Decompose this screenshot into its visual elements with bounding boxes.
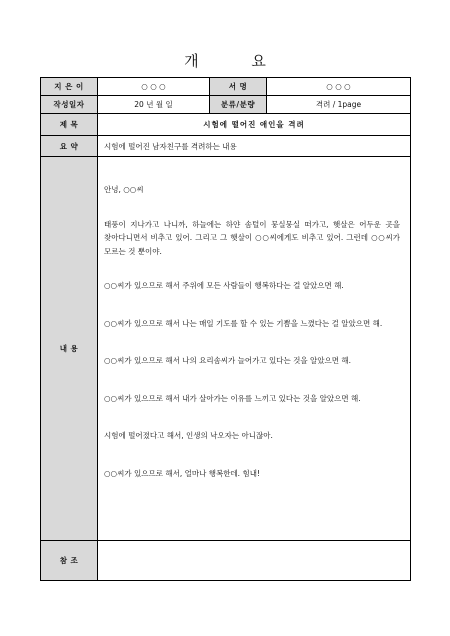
content-paragraph: 안녕, ○○씨 (104, 185, 144, 194)
date-row (41, 96, 411, 114)
category-value: 격려 / 1page (267, 96, 411, 114)
summary-form (40, 77, 411, 581)
content-paragraph: 시험에 떨어졌다고 해서, 인생의 낙오자는 아니잖아. (104, 431, 273, 440)
type-value: ○ ○ ○ (267, 78, 411, 96)
date-value: 20 년 월 일 (98, 96, 210, 114)
content-paragraph: ○○씨가 있으므로 해서 나의 요리솜씨가 늘어가고 있다는 것을 알았으면 해. (104, 356, 352, 365)
category-label: 분류/분량 (210, 96, 267, 114)
content-row (41, 157, 411, 541)
subject-row (41, 114, 411, 136)
content-paragraph: ○○씨가 있으므로 해서, 얼마나 행복한데. 힘내! (104, 468, 260, 478)
reference-row (41, 541, 411, 581)
subject-label: 제 목 (41, 114, 98, 136)
content-label: 내 용 (41, 157, 98, 541)
content-body (98, 157, 411, 541)
summary-label: 요 약 (41, 136, 98, 157)
author-label: 지 은 이 (41, 78, 98, 96)
content-paragraph: ○○씨가 있으므로 해서 주위에 모든 사람들이 행복하다는 걸 알았으면 해. (104, 281, 344, 290)
content-paragraph: 태풍이 지나가고 나니까, 하늘에는 하얀 솜털이 뭉실뭉실 떠가고, 햇살은 어두운 곳을 찾아다니면서 비추고 있어. 그리고 그 햇살이 ○○씨에게도 비추고 있어. 그런데 ○○씨가 모르는 것 뿐이야. (104, 219, 400, 256)
document-title: 개 요 (184, 52, 290, 70)
content-paragraph: ○○씨가 있으므로 해서 내가 살아가는 이유를 느끼고 있다는 것을 알았으면 해. (104, 393, 361, 403)
summary-row (41, 136, 411, 157)
subject-value: 시험에 떨어진 애인을 격려 (98, 114, 411, 136)
summary-value: 시험에 떨어진 남자친구를 격려하는 내용 (98, 136, 411, 157)
author-row (41, 78, 411, 96)
content-paragraph: ○○씨가 있으므로 해서 나는 매일 기도를 할 수 있는 기쁨을 느꼈다는 걸 알았으면 해. (104, 318, 383, 328)
reference-value (98, 541, 411, 581)
date-label: 작성일자 (41, 96, 98, 114)
author-value: ○ ○ ○ (98, 78, 210, 96)
reference-label: 참 조 (41, 541, 98, 581)
type-label: 서 명 (210, 78, 267, 96)
